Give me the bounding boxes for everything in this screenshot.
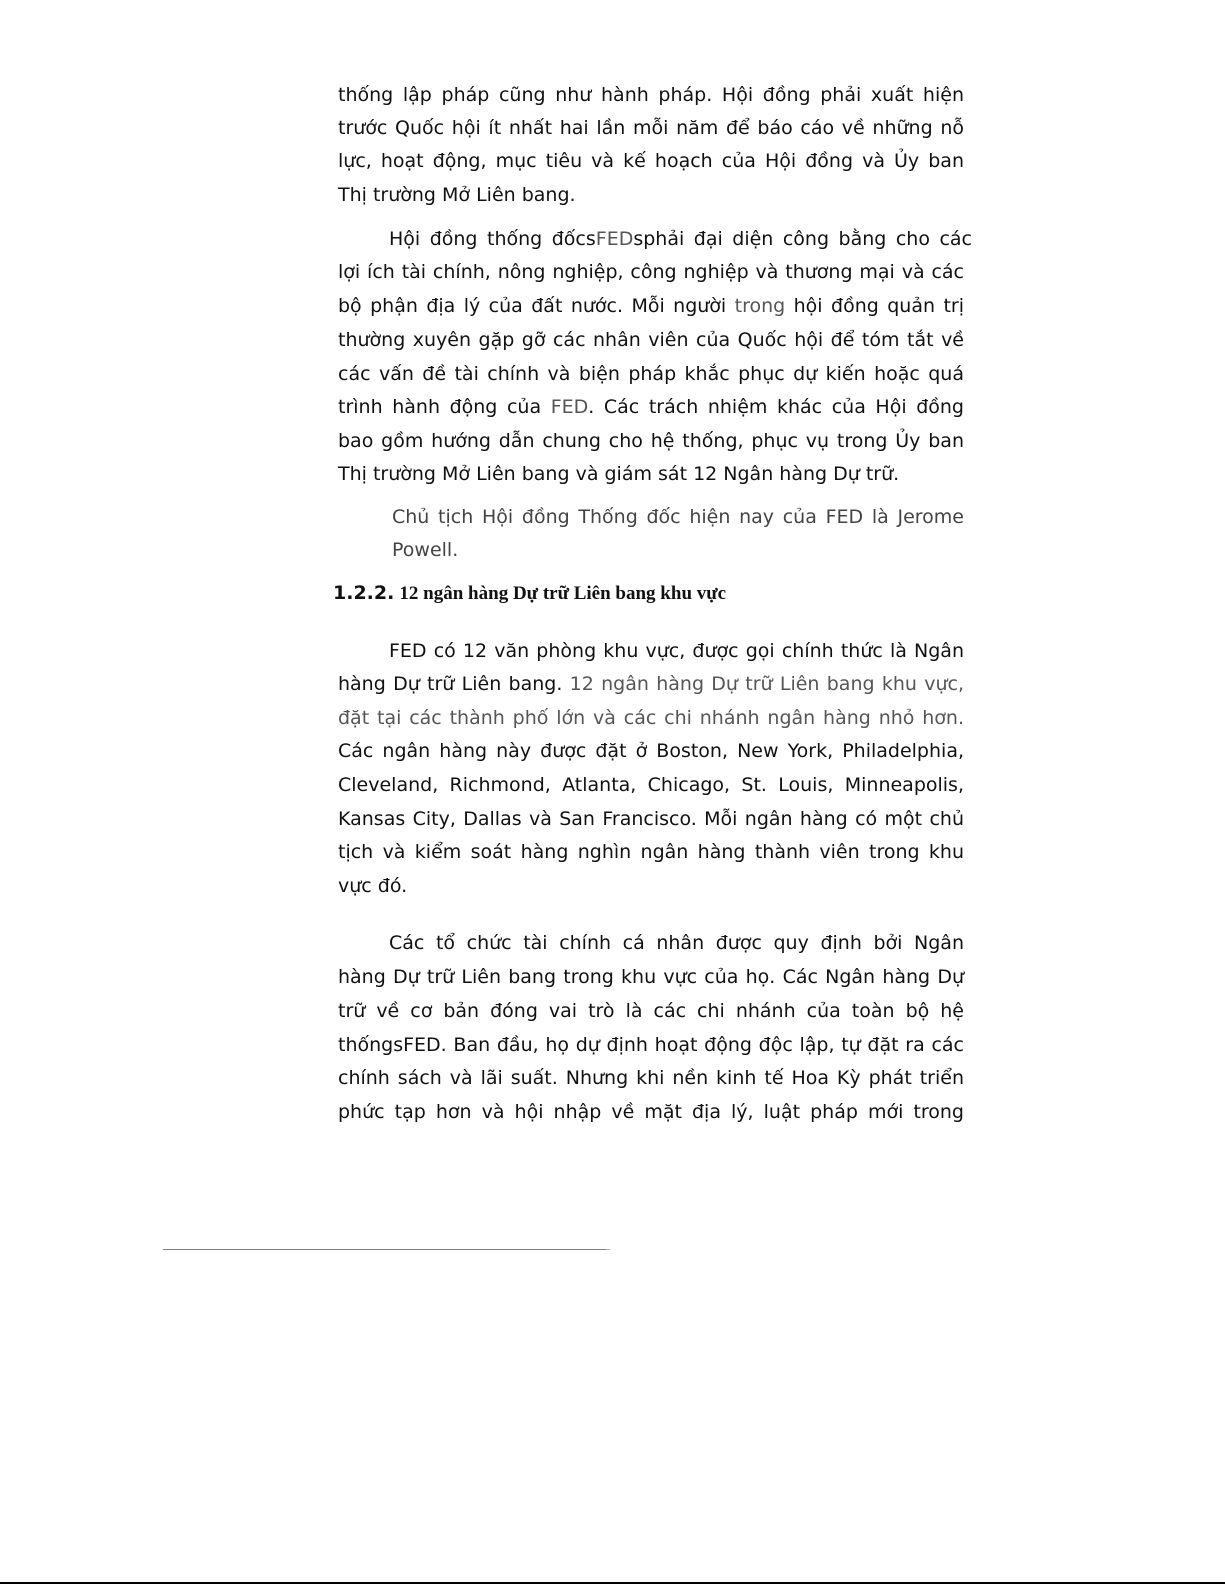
text-line: [392, 538, 964, 562]
footnote-separator-end: [606, 1249, 610, 1250]
text-segment: phức tạp hơn và hội nhập về mặt địa lý, luật pháp mới trong: [338, 1101, 964, 1123]
text-segment: thốngsFED. Ban đầu, họ dự định hoạt động độc lập, tự đặt ra các: [338, 1034, 964, 1056]
text-line: [338, 840, 964, 864]
section-heading: [333, 582, 726, 605]
text-line: [338, 328, 964, 352]
text-line: [389, 931, 964, 955]
text-line: [389, 227, 972, 251]
text-segment: Thị trường Mở Liên bang và giám sát 12 Ngân hàng Dự trữ.: [338, 463, 900, 485]
text-line: [338, 999, 964, 1023]
text-segment: thường xuyên gặp gỡ các nhân viên của Quốc hội để tóm tắt về: [338, 329, 964, 351]
text-line: [338, 149, 964, 173]
text-line: [338, 672, 964, 696]
text-segment: Chủ tịch Hội đồng Thống đốc hiện nay của FED là Jerome: [392, 506, 964, 528]
text-segment: . Các trách nhiệm khác của Hội đồng: [588, 396, 964, 418]
text-segment: tịch và kiểm soát hàng nghìn ngân hàng thành viên trong khu: [338, 841, 964, 863]
text-line: [338, 739, 964, 763]
section-title: 12 ngân hàng Dự trữ Liên bang khu vực: [399, 583, 727, 604]
muted-text: trong: [734, 295, 786, 317]
text-line: [338, 965, 964, 989]
text-segment: hàng Dự trữ Liên bang trong khu vực của họ. Các Ngân hàng Dự: [338, 966, 964, 988]
page-bottom-border: [0, 1582, 1225, 1584]
text-line: [389, 639, 964, 663]
text-segment: Thị trường Mở Liên bang.: [338, 184, 576, 206]
text-segment: Kansas City, Dallas và San Francisco. Mỗi ngân hàng có một chủ: [338, 808, 964, 830]
text-segment: Các ngân hàng này được đặt ở Boston, New York, Philadelphia,: [338, 740, 964, 762]
text-line: [338, 706, 964, 730]
text-segment: vực đó.: [338, 875, 408, 897]
text-line: [338, 1033, 964, 1057]
text-line: [338, 1066, 964, 1090]
text-segment: Powell.: [392, 539, 459, 561]
section-number: 1.2.2.: [333, 582, 395, 604]
text-line: [338, 807, 964, 831]
text-line: [392, 505, 964, 529]
muted-text: đặt tại các thành phố lớn và các chi nhánh ngân hàng nhỏ hơn.: [338, 707, 964, 729]
text-segment: sphải đại diện công bằng cho các: [633, 228, 972, 250]
text-segment: FED có 12 văn phòng khu vực, được gọi chính thức là Ngân: [389, 640, 964, 662]
text-segment: các vấn đề tài chính và biện pháp khắc phục dự kiến hoặc quá: [338, 363, 964, 385]
text-segment: trước Quốc hội ít nhất hai lần mỗi năm để báo cáo về những nỗ: [338, 117, 964, 139]
text-line: [338, 429, 964, 453]
text-segment: trình hành động của: [338, 396, 551, 418]
text-segment: lực, hoạt động, mục tiêu và kế hoạch của Hội đồng và Ủy ban: [338, 150, 964, 172]
text-segment: Hội đồng thống đốcs: [389, 228, 596, 250]
text-segment: hội đồng quản trị: [785, 295, 964, 317]
text-line: [338, 362, 964, 386]
muted-text: 12 ngân hàng Dự trữ Liên bang khu vực,: [569, 673, 964, 695]
text-line: [338, 462, 964, 486]
text-segment: chính sách và lãi suất. Nhưng khi nền kinh tế Hoa Kỳ phát triển: [338, 1067, 964, 1089]
muted-text: FED: [550, 396, 589, 418]
text-line: [338, 116, 964, 140]
text-line: [338, 183, 964, 207]
text-segment: Các tổ chức tài chính cá nhân được quy định bởi Ngân: [389, 932, 964, 954]
footnote-separator: [163, 1249, 606, 1250]
text-segment: bao gồm hướng dẫn chung cho hệ thống, phục vụ trong Ủy ban: [338, 430, 964, 452]
text-segment: thống lập pháp cũng như hành pháp. Hội đồng phải xuất hiện: [338, 84, 964, 106]
text-segment: trữ về cơ bản đóng vai trò là các chi nhánh của toàn bộ hệ: [338, 1000, 964, 1022]
text-segment: hàng Dự trữ Liên bang.: [338, 673, 570, 695]
text-segment: bộ phận địa lý của đất nước. Mỗi người: [338, 295, 735, 317]
text-segment: Cleveland, Richmond, Atlanta, Chicago, St. Louis, Minneapolis,: [338, 774, 964, 796]
text-line: [338, 1100, 964, 1124]
text-line: [338, 83, 964, 107]
text-line: [338, 294, 964, 318]
text-line: [338, 773, 964, 797]
muted-text: FED: [595, 228, 634, 250]
text-line: [338, 874, 964, 898]
text-line: [338, 395, 964, 419]
text-segment: lợi ích tài chính, nông nghiệp, công nghiệp và thương mại và các: [338, 261, 964, 283]
text-line: [338, 260, 964, 284]
